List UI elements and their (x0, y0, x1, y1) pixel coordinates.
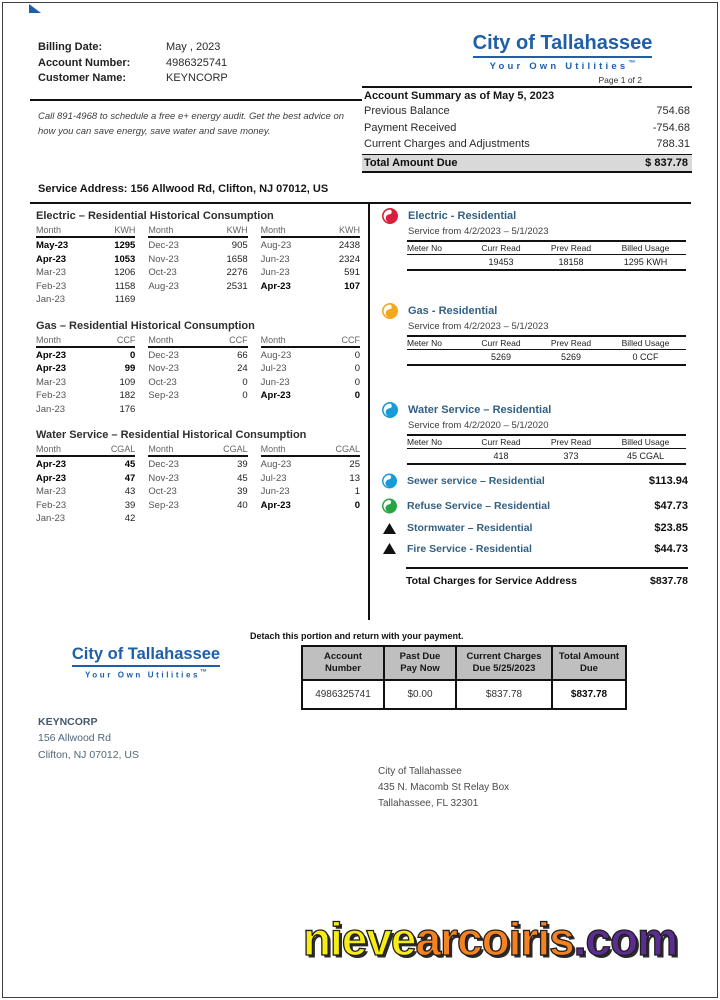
electric-icon (382, 208, 398, 224)
refuse-icon (382, 498, 397, 514)
historical-table-row (148, 253, 247, 267)
gas-icon (382, 303, 398, 319)
value-cell: 109 (119, 376, 136, 388)
historical-table-row (261, 472, 360, 486)
service-charges-list (382, 473, 688, 555)
historical-table-column (36, 444, 135, 526)
historical-table-row (36, 512, 135, 526)
logo-title: City of Tallahassee (72, 645, 220, 667)
value-cell: 43 (124, 486, 136, 497)
utility-address-line3: Tallahassee, FL 32301 (378, 798, 479, 809)
month-cell: Apr-23 (36, 363, 67, 374)
month-cell: Jun-23 (260, 376, 290, 388)
summary-row (362, 136, 692, 153)
column-divider (368, 204, 370, 620)
watermark-text: .com (573, 913, 678, 965)
service-charge-amount: $113.94 (648, 475, 688, 487)
month-cell: Jul-23 (260, 472, 287, 484)
historical-table-row (36, 253, 135, 267)
historical-table-row (261, 239, 360, 253)
account-summary-title: Account Summary as of May 5, 2023 (362, 86, 692, 103)
meter-table-cell: 19453 (488, 257, 514, 267)
value-cell: 0 (354, 376, 360, 388)
value-cell: 1169 (114, 294, 136, 305)
value-cell: 0 (130, 349, 136, 361)
summary-row-label: Previous Balance (364, 105, 450, 117)
month-cell: Jun-23 (260, 267, 290, 278)
meter-read-table (407, 240, 686, 271)
value-cell: 1053 (114, 253, 136, 265)
historical-table-column (261, 225, 360, 307)
historical-table (36, 320, 360, 417)
value-cell: 66 (237, 349, 248, 361)
historical-table-row (36, 349, 135, 363)
service-charge-label: Fire Service - Residential (407, 542, 532, 555)
stub-header-cell: Account Number (303, 647, 385, 681)
historical-table-header: Month CCF (36, 335, 135, 348)
trademark-symbol: ™ (200, 669, 208, 676)
month-cell: Apr-23 (36, 253, 67, 265)
total-amount-due-row (362, 154, 692, 173)
value-cell: 1295 (114, 240, 136, 251)
month-cell: Mar-23 (36, 486, 67, 497)
service-charge-amount: $44.73 (654, 542, 688, 555)
meter-sections (382, 208, 688, 465)
service-charge-label: Stormwater – Residential (407, 522, 533, 534)
value-cell: 25 (349, 459, 360, 470)
utility-remittance-address (378, 764, 509, 812)
month-cell: Oct-23 (148, 267, 177, 278)
billing-info-label: Account Number: (38, 56, 131, 69)
historical-table-header: Month CGAL (261, 444, 360, 457)
meter-table-cell (407, 451, 465, 461)
month-cell: Jan-23 (36, 513, 66, 524)
main-content-box (30, 202, 691, 623)
billing-info-row (38, 71, 228, 87)
historical-table-column (148, 335, 247, 417)
page-number: Page 1 of 2 (598, 75, 642, 86)
historical-table-row (36, 376, 135, 390)
value-cell: 42 (124, 513, 136, 524)
month-cell: Apr-23 (36, 349, 67, 361)
logo-title: City of Tallahassee (473, 32, 653, 58)
historical-table-row (148, 458, 247, 472)
historical-table-title: Water Service – Residential Historical Consumption (36, 429, 307, 441)
value-cell: 591 (344, 267, 360, 278)
total-charges-label: Total Charges for Service Address (406, 574, 577, 587)
summary-row-value: 788.31 (656, 138, 690, 150)
historical-table (36, 210, 360, 307)
historical-table-column (36, 335, 135, 417)
account-summary (362, 86, 692, 173)
meter-table-cell: 373 (563, 451, 579, 461)
historical-table-row (261, 362, 360, 376)
historical-table-row (36, 472, 135, 486)
service-period: Service from 4/2/2023 – 5/1/2023 (408, 321, 549, 332)
stub-value-cell: $837.78 (457, 681, 553, 708)
value-cell: 47 (124, 472, 136, 484)
sewer-icon (382, 473, 397, 489)
summary-row-value: -754.68 (652, 121, 690, 134)
historical-table-row (148, 376, 247, 390)
value-cell: 13 (349, 472, 360, 484)
meter-table-cell: 45 CGAL (626, 451, 665, 461)
value-cell: 0 (354, 363, 360, 374)
service-charge-row (382, 543, 688, 555)
value-cell: 0 (242, 376, 248, 388)
fire-icon (383, 543, 396, 554)
historical-table-row (148, 485, 247, 499)
stub-value-cell: 4986325741 (303, 681, 385, 708)
stub-value-cell: $0.00 (385, 681, 457, 708)
historical-table-row (261, 458, 360, 472)
month-cell: Nov-23 (148, 253, 179, 265)
month-cell: Mar-23 (36, 267, 67, 278)
value-cell: 107 (344, 280, 360, 292)
summary-row (362, 120, 692, 137)
historical-table-row (148, 389, 247, 403)
month-cell: Apr-23 (260, 280, 291, 292)
meter-table-cell (407, 352, 465, 362)
stormwater-icon (383, 523, 396, 534)
service-charge-row (382, 522, 688, 534)
watermark-text: nieve (302, 913, 416, 965)
value-cell: 39 (237, 459, 248, 470)
total-charges-row (406, 567, 688, 587)
service-period: Service from 4/2/2020 – 5/1/2020 (408, 420, 549, 431)
value-cell: 2531 (226, 280, 248, 292)
historical-consumption-tables (36, 210, 360, 539)
detach-note: Detach this portion and return with your payment. (250, 631, 464, 641)
water-icon (382, 402, 398, 418)
historical-table-row (148, 266, 247, 280)
meter-table-header: Meter No Curr Read Prev Read Billed Usage (407, 243, 686, 255)
historical-table-row (261, 280, 360, 294)
month-cell: Sep-23 (148, 390, 179, 401)
service-charge-label: Sewer service – Residential (407, 475, 545, 487)
historical-table-column (148, 225, 247, 307)
utility-address-line2: 435 N. Macomb St Relay Box (378, 782, 510, 793)
watermark (270, 912, 710, 966)
value-cell: 24 (237, 363, 248, 374)
month-cell: Mar-23 (36, 376, 67, 388)
month-cell: Jul-23 (260, 363, 287, 374)
stub-value-cell: $837.78 (570, 688, 608, 700)
customer-mailing-address (38, 714, 139, 763)
meter-table-cell: 0 CCF (632, 352, 659, 362)
historical-table-title: Electric – Residential Historical Consumption (36, 210, 274, 222)
month-cell: Jun-23 (260, 486, 290, 497)
billing-info-row (38, 56, 228, 72)
meter-read-table (407, 335, 686, 366)
meter-table-row (407, 255, 686, 271)
value-cell: 99 (124, 363, 136, 374)
month-cell: Oct-23 (148, 486, 177, 497)
value-cell: 176 (119, 403, 136, 415)
stub-header-cell: Current Charges Due 5/25/2023 (457, 647, 553, 681)
billing-info-value: KEYNCORP (166, 72, 228, 84)
historical-table-column (261, 335, 360, 417)
month-cell: Dec-23 (148, 459, 179, 470)
meter-table-cell: 1295 KWH (623, 257, 668, 267)
value-cell: 182 (119, 390, 136, 401)
historical-table-row (36, 458, 135, 472)
billing-info-row (38, 40, 228, 56)
value-cell: 905 (231, 240, 248, 251)
logo-tagline: Your Own Utilities™ (489, 60, 636, 73)
billing-info-label: Billing Date: (38, 41, 103, 53)
service-charge-row (382, 473, 688, 489)
historical-table-column (36, 225, 135, 307)
historical-table-row (261, 376, 360, 390)
month-cell: Jun-23 (260, 253, 290, 265)
account-summary-rows (362, 103, 692, 153)
value-cell: 45 (124, 459, 136, 470)
stub-header-cell: Past Due Pay Now (385, 647, 457, 681)
value-cell: 2324 (338, 253, 360, 265)
billing-info-value: 4986325741 (166, 56, 228, 69)
historical-table-row (261, 266, 360, 280)
historical-table-row (148, 472, 247, 486)
meter-section-title: Gas - Residential (408, 305, 498, 317)
value-cell: 1658 (226, 253, 248, 265)
historical-table-column (148, 444, 247, 526)
customer-address-line1: 156 Allwood Rd (38, 732, 111, 745)
month-cell: May-23 (36, 240, 69, 251)
historical-table-row (261, 349, 360, 363)
service-charge-label: Refuse Service – Residential (407, 499, 550, 512)
service-details-column (382, 208, 688, 587)
historical-table-row (36, 280, 135, 294)
month-cell: Apr-23 (36, 459, 67, 470)
value-cell: 45 (237, 472, 248, 484)
month-cell: Jan-23 (36, 403, 66, 415)
historical-table-header: Month KWH (36, 225, 135, 238)
service-charge-row (382, 498, 688, 514)
summary-row-label: Payment Received (364, 121, 457, 134)
month-cell: Feb-23 (36, 390, 67, 401)
historical-table-row (36, 403, 135, 417)
historical-table-header: Month KWH (148, 225, 247, 238)
historical-table-row (148, 362, 247, 376)
promo-note: Call 891-4968 to schedule a free e+ energy audit. Get the best advice on how you can save energy, save water and save money. (38, 111, 345, 137)
month-cell: Nov-23 (148, 472, 179, 484)
meter-table-row (407, 350, 686, 366)
month-cell: Dec-23 (148, 240, 179, 251)
historical-table-row (36, 266, 135, 280)
meter-section-title: Electric - Residential (408, 210, 517, 222)
historical-table-row (148, 349, 247, 363)
divider-line (30, 99, 362, 101)
month-cell: Oct-23 (148, 376, 177, 388)
utility-address-line1: City of Tallahassee (378, 766, 462, 777)
trademark-symbol: ™ (628, 60, 636, 67)
payment-stub-table (301, 645, 627, 710)
historical-table-row (36, 362, 135, 376)
value-cell: 1206 (114, 267, 136, 278)
meter-section-title: Water Service – Residential (408, 404, 552, 416)
meter-table-cell: 5269 (560, 352, 582, 362)
total-charges-amount: $837.78 (650, 574, 688, 587)
historical-table (36, 429, 360, 526)
historical-table-row (148, 239, 247, 253)
customer-name: KEYNCORP (38, 716, 98, 728)
logo-tagline: Your Own Utilities™ (84, 669, 208, 680)
meter-section (382, 402, 688, 465)
historical-table-header: Month CCF (261, 335, 360, 348)
corner-mark-icon (29, 4, 41, 13)
month-cell: Apr-23 (260, 390, 291, 401)
month-cell: Nov-23 (148, 363, 179, 374)
historical-table-header: Month KWH (261, 225, 360, 238)
month-cell: Aug-23 (148, 280, 179, 292)
billing-info (38, 40, 228, 87)
historical-table-row (148, 499, 247, 513)
month-cell: Feb-23 (36, 280, 67, 292)
meter-table-cell: 18158 (558, 257, 584, 267)
historical-table-row (261, 253, 360, 267)
month-cell: Feb-23 (36, 499, 67, 511)
meter-table-cell: 5269 (490, 352, 512, 362)
historical-table-title: Gas – Residential Historical Consumption (36, 319, 255, 332)
historical-table-header: Month CCF (148, 335, 247, 348)
meter-table-cell: 418 (493, 451, 509, 461)
meter-table-header: Meter No Curr Read Prev Read Billed Usage (407, 437, 686, 449)
utility-logo-bottom (56, 645, 236, 680)
billing-info-label: Customer Name: (38, 72, 127, 84)
month-cell: Apr-23 (260, 499, 291, 511)
historical-table-row (261, 389, 360, 403)
month-cell: Sep-23 (148, 499, 179, 511)
value-cell: 1 (354, 486, 360, 497)
service-address: Service Address: 156 Allwood Rd, Clifton, NJ 07012, US (38, 183, 329, 195)
value-cell: 39 (237, 486, 248, 497)
value-cell: 0 (354, 499, 360, 511)
month-cell: Dec-23 (148, 349, 179, 361)
meter-table-cell (407, 257, 465, 267)
historical-table-header: Month CGAL (36, 444, 135, 457)
value-cell: 2276 (226, 267, 248, 278)
value-cell: 40 (237, 499, 248, 511)
summary-row-value: 754.68 (656, 105, 690, 117)
customer-address-line2: Clifton, NJ 07012, US (38, 748, 139, 761)
month-cell: Aug-23 (260, 240, 292, 251)
month-cell: Apr-23 (36, 472, 67, 484)
meter-section (382, 303, 688, 366)
stub-header-cell: Total Amount Due (553, 647, 625, 681)
month-cell: Aug-23 (260, 459, 292, 470)
historical-table-row (36, 499, 135, 513)
billing-info-value: May , 2023 (166, 41, 221, 53)
summary-row (362, 103, 692, 120)
historical-table-row (36, 239, 135, 253)
historical-table-row (148, 280, 247, 294)
meter-table-header: Meter No Curr Read Prev Read Billed Usage (407, 338, 686, 350)
historical-table-row (261, 499, 360, 513)
value-cell: 2438 (338, 240, 360, 251)
service-charge-amount: $47.73 (654, 499, 688, 512)
total-amount-due-value: $ 837.78 (645, 156, 688, 169)
service-period: Service from 4/2/2023 – 5/1/2023 (408, 226, 549, 237)
watermark-text: arcoiris (415, 913, 574, 965)
summary-row-label: Current Charges and Adjustments (364, 138, 530, 150)
historical-table-row (36, 485, 135, 499)
value-cell: 0 (242, 390, 248, 401)
service-charge-amount: $23.85 (654, 522, 688, 534)
meter-read-table (407, 434, 686, 465)
value-cell: 39 (124, 499, 136, 511)
month-cell: Jan-23 (36, 294, 66, 305)
utility-logo (455, 32, 670, 85)
historical-table-header: Month CGAL (148, 444, 247, 457)
total-amount-due-label: Total Amount Due (364, 156, 458, 169)
historical-table-row (36, 293, 135, 307)
historical-table-row (36, 389, 135, 403)
meter-section (382, 208, 688, 271)
value-cell: 0 (354, 349, 360, 361)
value-cell: 0 (354, 390, 360, 401)
value-cell: 1158 (114, 280, 136, 292)
historical-table-row (261, 485, 360, 499)
month-cell: Aug-23 (260, 349, 292, 361)
historical-table-column (261, 444, 360, 526)
meter-table-row (407, 449, 686, 465)
